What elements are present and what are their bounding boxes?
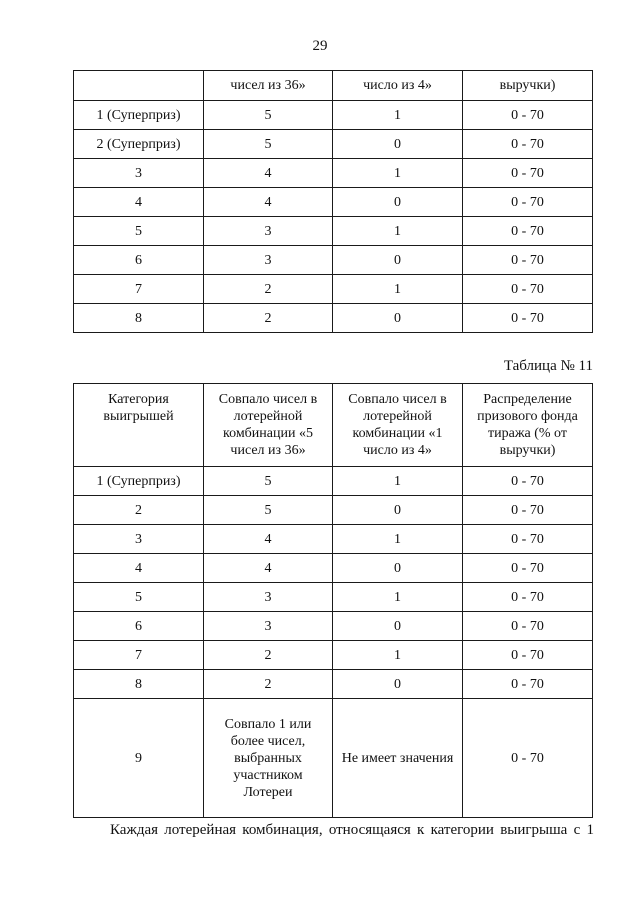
distribution-cell: 0 - 70 xyxy=(463,641,593,670)
table-row xyxy=(74,612,593,641)
category-cell: 1 (Суперприз) xyxy=(74,467,204,496)
match-extra-cell: 0 xyxy=(333,246,463,275)
distribution-cell: 0 - 70 xyxy=(463,583,593,612)
header-line: лотерейной xyxy=(233,409,303,424)
match-extra-cell: Не имеет значения xyxy=(333,699,463,818)
match-extra-cell: 1 xyxy=(333,525,463,554)
header-cell-distribution xyxy=(463,384,593,467)
distribution-cell: 0 - 70 xyxy=(463,699,593,818)
distribution-cell: 0 - 70 xyxy=(463,159,593,188)
header-cell: чисел из 36» xyxy=(204,71,333,101)
category-cell: 5 xyxy=(74,583,204,612)
category-cell: 1 (Суперприз) xyxy=(74,101,204,130)
match-main-cell: 3 xyxy=(204,583,333,612)
distribution-cell: 0 - 70 xyxy=(463,304,593,333)
table-row xyxy=(74,525,593,554)
distribution-cell: 0 - 70 xyxy=(463,612,593,641)
match-main-cell: 4 xyxy=(204,554,333,583)
header-cell-match-extra xyxy=(333,384,463,467)
header-line: Категория xyxy=(108,392,169,407)
table-row xyxy=(74,246,593,275)
match-extra-cell: 0 xyxy=(333,612,463,641)
table-row xyxy=(74,641,593,670)
distribution-cell: 0 - 70 xyxy=(463,670,593,699)
header-line: комбинации «5 xyxy=(223,426,313,441)
category-cell: 8 xyxy=(74,304,204,333)
cell-line: более чисел, xyxy=(230,733,306,749)
header-cell: число из 4» xyxy=(333,71,463,101)
match-extra-cell: 0 xyxy=(333,554,463,583)
match-main-cell: 2 xyxy=(204,641,333,670)
distribution-cell: 0 - 70 xyxy=(463,130,593,159)
match-main-cell: 5 xyxy=(204,496,333,525)
category-cell: 7 xyxy=(74,275,204,304)
category-cell: 6 xyxy=(74,246,204,275)
category-cell: 2 xyxy=(74,496,204,525)
distribution-cell: 0 - 70 xyxy=(463,246,593,275)
category-cell: 8 xyxy=(74,670,204,699)
distribution-cell: 0 - 70 xyxy=(463,275,593,304)
header-cell: выручки) xyxy=(463,71,593,101)
prize-table-11 xyxy=(73,383,593,818)
body-paragraph: Каждая лотерейная комбинация, относящаяся к категории выигрыша с 1 xyxy=(110,822,594,838)
distribution-cell: 0 - 70 xyxy=(463,554,593,583)
match-extra-cell: 1 xyxy=(333,275,463,304)
header-line: Совпало чисел в xyxy=(218,392,318,407)
cell-line: Совпало 1 или xyxy=(224,716,312,732)
table-row xyxy=(74,275,593,304)
match-extra-cell: 1 xyxy=(333,467,463,496)
header-line: чисел из 36» xyxy=(230,443,306,458)
header-line: призового фонда xyxy=(477,409,578,424)
header-line: число из 4» xyxy=(363,443,432,458)
match-main-cell: 2 xyxy=(204,275,333,304)
match-main-cell: 5 xyxy=(204,467,333,496)
table-row xyxy=(74,583,593,612)
match-main-cell: 2 xyxy=(204,670,333,699)
match-extra-cell: 0 xyxy=(333,188,463,217)
table-row xyxy=(74,217,593,246)
table-row xyxy=(74,188,593,217)
table-row xyxy=(74,496,593,525)
cell-line: Лотереи xyxy=(243,784,293,800)
table-continuation-header xyxy=(74,71,593,101)
cell-line: выбранных xyxy=(234,750,302,766)
page-number: 29 xyxy=(312,38,328,54)
match-main-cell: 4 xyxy=(204,525,333,554)
category-cell: 2 (Суперприз) xyxy=(74,130,204,159)
category-cell: 9 xyxy=(74,699,204,818)
header-line: выручки) xyxy=(499,443,556,458)
match-main-cell xyxy=(204,699,333,818)
match-main-cell: 4 xyxy=(204,159,333,188)
category-cell: 7 xyxy=(74,641,204,670)
category-cell: 5 xyxy=(74,217,204,246)
header-line: Распределение xyxy=(483,392,572,407)
category-cell: 4 xyxy=(74,188,204,217)
table-row xyxy=(74,554,593,583)
match-extra-cell: 1 xyxy=(333,641,463,670)
category-cell: 4 xyxy=(74,554,204,583)
distribution-cell: 0 - 70 xyxy=(463,496,593,525)
table-row xyxy=(74,467,593,496)
match-main-cell: 3 xyxy=(204,612,333,641)
header-line: комбинации «1 xyxy=(352,426,443,441)
header-line: выигрышей xyxy=(103,409,174,424)
match-extra-cell: 0 xyxy=(333,670,463,699)
cell-line: участником xyxy=(233,767,303,783)
match-extra-cell: 1 xyxy=(333,583,463,612)
match-extra-cell: 1 xyxy=(333,101,463,130)
table-caption: Таблица № 11 xyxy=(503,358,593,374)
header-line: Совпало чисел в xyxy=(348,392,447,407)
category-cell: 3 xyxy=(74,159,204,188)
table-row xyxy=(74,699,593,818)
match-main-cell: 4 xyxy=(204,188,333,217)
distribution-cell: 0 - 70 xyxy=(463,188,593,217)
table-row xyxy=(74,101,593,130)
header-cell-category xyxy=(74,384,204,467)
match-extra-cell: 0 xyxy=(333,496,463,525)
prize-table-continued xyxy=(73,70,593,333)
match-main-cell: 5 xyxy=(204,130,333,159)
table-row xyxy=(74,670,593,699)
match-extra-cell: 1 xyxy=(333,217,463,246)
match-extra-cell: 0 xyxy=(333,130,463,159)
table-row xyxy=(74,130,593,159)
distribution-cell: 0 - 70 xyxy=(463,217,593,246)
distribution-cell: 0 - 70 xyxy=(463,101,593,130)
distribution-cell: 0 - 70 xyxy=(463,525,593,554)
category-cell: 6 xyxy=(74,612,204,641)
distribution-cell: 0 - 70 xyxy=(463,467,593,496)
category-cell: 3 xyxy=(74,525,204,554)
match-extra-cell: 1 xyxy=(333,159,463,188)
match-main-cell: 2 xyxy=(204,304,333,333)
header-line: тиража (% от xyxy=(488,426,567,441)
match-main-cell: 3 xyxy=(204,246,333,275)
table-row xyxy=(74,304,593,333)
header-line: лотерейной xyxy=(363,409,432,424)
table-row xyxy=(74,159,593,188)
table-header-row xyxy=(74,384,593,467)
match-extra-cell: 0 xyxy=(333,304,463,333)
match-main-cell: 3 xyxy=(204,217,333,246)
header-cell xyxy=(74,71,204,101)
match-main-cell: 5 xyxy=(204,101,333,130)
header-cell-match-main xyxy=(204,384,333,467)
